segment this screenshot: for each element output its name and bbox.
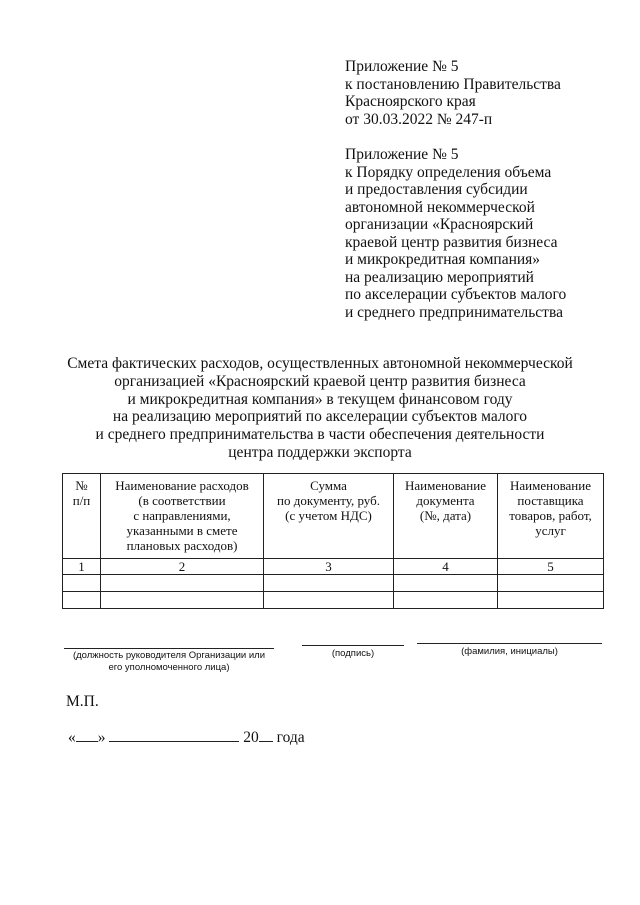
appendix-order-line: организации «Красноярский: [345, 216, 534, 233]
date-open-quote: «: [68, 729, 76, 746]
column-number: 4: [394, 559, 498, 575]
title-line: центра поддержки экспорта: [228, 443, 412, 461]
appendix-order-line: к Порядку определения объема: [345, 163, 552, 181]
column-number: 2: [101, 559, 264, 575]
table-cell: [394, 575, 498, 592]
column-number: 5: [498, 559, 604, 575]
appendix-main-line: к постановлению Правительства: [345, 75, 561, 93]
table-cell: [498, 575, 604, 592]
column-number: 3: [264, 559, 394, 575]
name-label: (фамилия, инициалы): [461, 646, 558, 657]
table-cell: [101, 592, 264, 609]
title-line: на реализацию мероприятий по акселерации субъектов малого: [112, 408, 528, 426]
expense-table: [62, 473, 604, 609]
title-line: Смета фактических расходов, осуществленных автономной некоммерческой: [67, 355, 573, 372]
title-line: организацией «Красноярский краевой центр развития бизнеса: [114, 372, 526, 390]
month-blank: [109, 727, 239, 742]
appendix-main: [345, 58, 561, 128]
header-expense-name: Наименование расходов (в соответствии с направлениями, указанными в смете плановых расходов): [101, 474, 264, 559]
date-close-quote: »: [97, 729, 106, 746]
document-title: [0, 355, 640, 462]
year-suffix: года: [276, 729, 305, 746]
name-signature-line: [417, 643, 602, 644]
appendix-order-line: по акселерации субъектов малого: [345, 286, 567, 303]
signature-line: [302, 645, 404, 646]
appendix-order-line: Приложение № 5: [345, 146, 459, 163]
appendix-order-line: автономной некоммерческой: [345, 198, 535, 216]
year-prefix: 20: [243, 729, 259, 746]
date-line: [68, 727, 305, 747]
appendix-main-line: от 30.03.2022 № 247-п: [345, 110, 493, 128]
appendix-order-line: на реализацию мероприятий: [345, 268, 534, 286]
header-amount: Сумма по документу, руб. (с учетом НДС): [264, 474, 394, 559]
appendix-order-line: и предоставления субсидии: [345, 181, 528, 198]
table-row: [63, 575, 604, 592]
column-numbers-row: [63, 559, 604, 575]
appendix-order-line: и микрокредитная компания»: [345, 251, 541, 268]
table-cell: [498, 592, 604, 609]
table-cell: [394, 592, 498, 609]
position-signature-line: [64, 648, 274, 649]
table-row: [63, 592, 604, 609]
table-cell: [63, 575, 101, 592]
table-cell: [101, 575, 264, 592]
header-supplier: Наименование поставщика товаров, работ, услуг: [498, 474, 604, 559]
signature-label: (подпись): [331, 648, 375, 659]
header-number: № п/п: [63, 474, 101, 559]
header-document: Наименование документа (№, дата): [394, 474, 498, 559]
position-label: (должность руководителя Организации или его уполномоченного лица): [72, 650, 266, 673]
title-line: и среднего предпринимательства в части обеспечения деятельности: [95, 426, 545, 444]
appendix-order: [345, 146, 566, 321]
column-number: 1: [63, 559, 101, 575]
table-cell: [264, 575, 394, 592]
table-header-row: [63, 474, 604, 559]
stamp-label: М.П.: [66, 693, 99, 710]
table-cell: [63, 592, 101, 609]
appendix-main-line: Приложение № 5: [345, 58, 459, 75]
title-line: и микрокредитная компания» в текущем финансовом году: [127, 390, 513, 408]
appendix-main-line: Красноярского края: [345, 93, 476, 110]
table-cell: [264, 592, 394, 609]
year-blank: [259, 727, 273, 742]
appendix-order-line: и среднего предпринимательства: [345, 303, 563, 321]
appendix-order-line: краевой центр развития бизнеса: [345, 233, 558, 251]
day-blank: [76, 727, 98, 742]
